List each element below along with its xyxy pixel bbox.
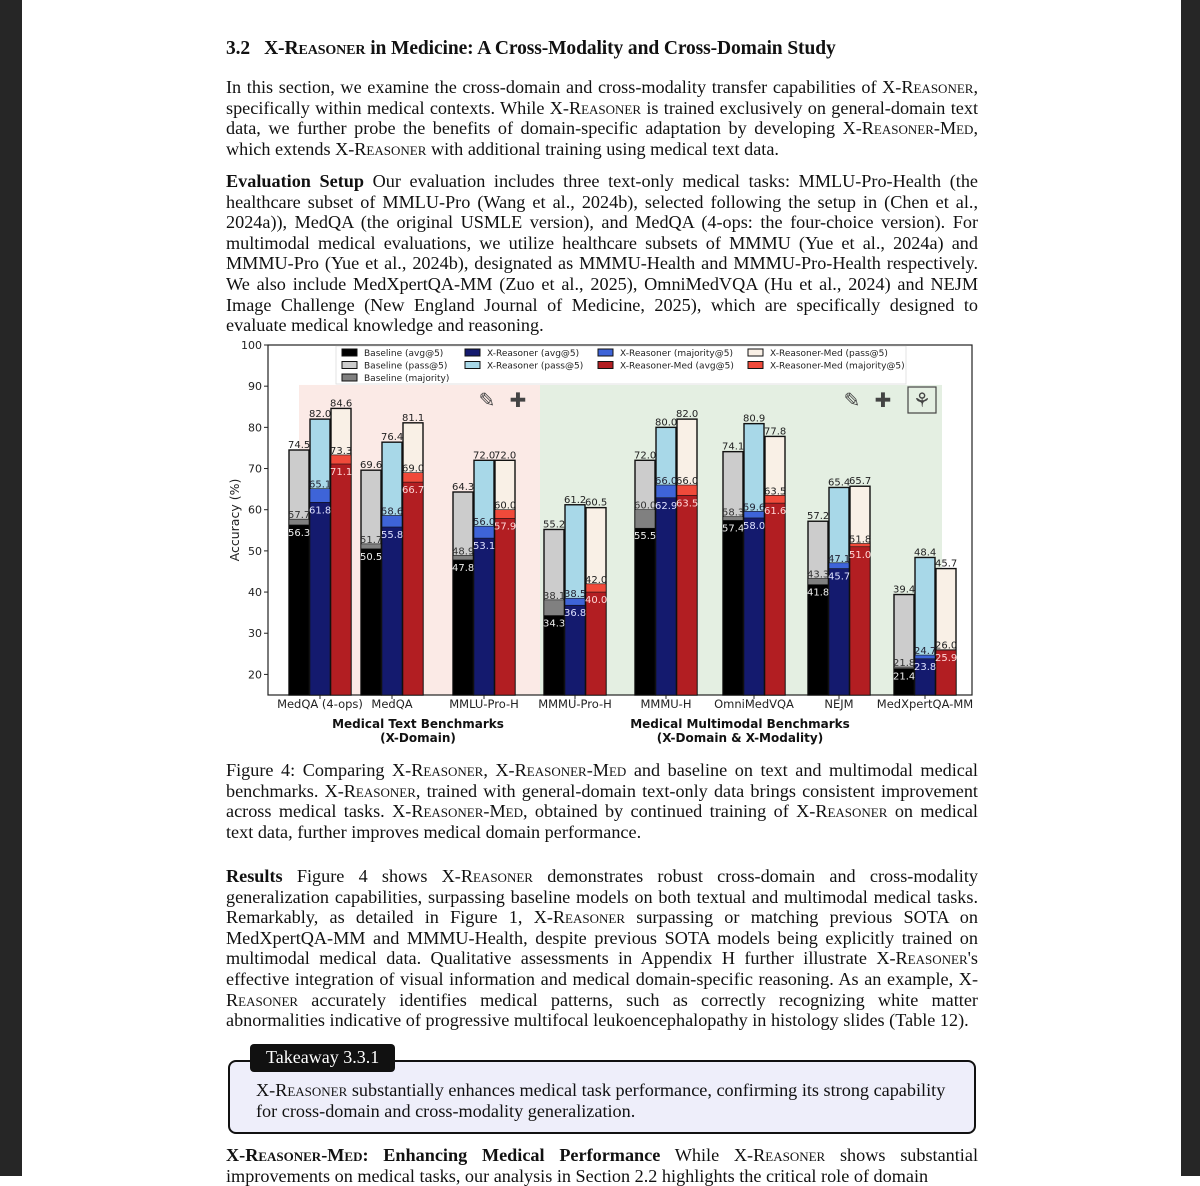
bar-label-avg: 50.5 (360, 551, 383, 563)
y-tick-label: 40 (248, 586, 262, 600)
legend-swatch (342, 362, 357, 369)
bar-label-majority: 66.0 (676, 476, 699, 487)
bar-label-pass: 65.4 (828, 477, 851, 489)
bar-label-majority: 60.0 (494, 500, 517, 512)
bar-label-avg: 71.1 (330, 467, 353, 478)
x-tick-label: NEJM (824, 697, 854, 711)
bar-label-pass: 57.2 (807, 511, 830, 523)
bar-avg (656, 498, 676, 695)
section-title-prefix: X- (264, 38, 285, 59)
chart-canvas (222, 338, 982, 748)
bar-label-avg: 45.7 (828, 571, 851, 583)
bar-label-avg: 21.4 (893, 671, 916, 683)
bar-label-avg: 47.8 (452, 562, 475, 574)
y-tick-label: 20 (248, 668, 262, 682)
y-tick-label: 90 (248, 380, 262, 394)
legend-swatch (598, 349, 613, 356)
bar-label-pass: 61.2 (564, 494, 587, 506)
bar-avg (331, 464, 351, 695)
viewer-left-margin (0, 0, 22, 1176)
bar-label-pass: 76.4 (381, 432, 404, 444)
group-label: Medical Text Benchmarks (332, 717, 504, 731)
legend-entry: Baseline (majority) (364, 374, 450, 384)
bar-label-pass: 80.9 (743, 413, 766, 425)
bar-label-majority: 51.7 (360, 534, 383, 546)
legend-swatch (465, 362, 480, 369)
bar-label-avg: 57.4 (722, 523, 745, 535)
bar-avg (403, 482, 423, 695)
results-heading: Results (226, 866, 283, 886)
legend-entry: X-Reasoner (pass@5) (487, 361, 584, 372)
bar-label-majority: 58.6 (381, 506, 404, 518)
bar-label-majority: 66.0 (655, 476, 678, 487)
bar-label-pass: 81.1 (402, 412, 425, 424)
legend-swatch (342, 374, 357, 381)
section-heading (226, 38, 836, 60)
bar-label-avg: 25.9 (935, 653, 958, 665)
viewer-scrollbar[interactable] (1181, 0, 1200, 1176)
y-tick-label: 50 (248, 544, 262, 558)
results-body: Figure 4 shows X-Reasoner demonstrates robust cross-domain and cross-modality generalization capabilities, surpassing baseline models on both textual and multimodal medical tasks. Remarkably, as detailed in Figure 1, X-Reasoner surpassing or matching previous SOTA on MedXpertQA-MM and MMMU-Health, despite previous SOTA models being explicitly trained on multimodal medical data. Qualitative assessments in Appendix H further illustrate X-Reasoner's effective integration of visual information and medical domain-specific reasoning. As an example, X-Reasoner accurately identifies medical patterns, such as correctly recognizing white matter abnormalities indicative of progressive multifocal leukoencephalopathy in histology slides (Table 12). (226, 866, 978, 1031)
section-title-rest: in Medicine: A Cross-Modality and Cross-Domain Study (365, 38, 836, 59)
bar-avg (310, 502, 330, 695)
medical-hands-icon: ✚ (874, 388, 892, 412)
evaluation-setup-paragraph (226, 171, 978, 336)
figure-4-bar-chart (222, 338, 982, 748)
results-paragraph (226, 866, 978, 1031)
bar-label-pass: 82.0 (676, 409, 699, 421)
bar-label-majority: 48.9 (452, 546, 475, 558)
bar-label-pass: 74.1 (722, 441, 745, 453)
bar-label-majority: 73.3 (330, 445, 353, 457)
bar-label-majority: 38.1 (543, 590, 566, 602)
bar-label-avg: 56.3 (288, 527, 311, 539)
bar-avg (361, 549, 381, 695)
legend-entry: X-Reasoner-Med (pass@5) (770, 349, 888, 359)
bar-avg (829, 569, 849, 695)
section-number: 3.2 (226, 38, 251, 59)
legend-swatch (598, 362, 613, 369)
bar-label-majority: 47.1 (828, 553, 851, 565)
bar-avg (850, 547, 870, 695)
x-tick-label: MedXpertQA-MM (876, 697, 974, 711)
bar-label-pass: 55.2 (543, 519, 566, 531)
bar-avg (586, 592, 606, 695)
y-tick-label: 70 (248, 462, 262, 476)
x-tick-label: OmniMedVQA (714, 697, 794, 711)
bar-label-pass: 64.3 (452, 482, 475, 493)
bar-avg (765, 503, 785, 695)
bar-label-avg: 41.8 (807, 587, 830, 599)
legend-entry: Baseline (pass@5) (364, 361, 448, 372)
legend-swatch (748, 362, 763, 369)
bar-avg (495, 518, 515, 695)
bar-label-pass: 72.0 (473, 450, 496, 462)
bar-label-pass: 82.0 (309, 409, 332, 421)
x-tick-label: MMMU-H (640, 697, 692, 711)
x-tick-label: MedQA (371, 697, 413, 711)
legend-entry: X-Reasoner (majority@5) (620, 349, 733, 359)
group-label: Medical Multimodal Benchmarks (630, 717, 850, 731)
bar-label-avg: 61.8 (309, 505, 332, 517)
bar-label-avg: 23.8 (914, 661, 937, 673)
bar-label-avg: 40.0 (585, 595, 608, 607)
bar-label-avg: 61.6 (764, 506, 787, 518)
section-title-smallcaps: Reasoner (284, 38, 366, 59)
bar-label-avg: 55.8 (381, 530, 404, 541)
bar-label-pass: 74.5 (288, 440, 311, 451)
bar-label-avg: 55.5 (634, 531, 657, 543)
bar-avg (382, 527, 402, 695)
bar-label-avg: 58.0 (743, 520, 766, 532)
y-tick-label: 80 (248, 421, 262, 435)
bar-label-pass: 65.7 (849, 476, 872, 488)
bar-label-majority: 21.8 (893, 658, 916, 669)
x-tick-label: MMLU-Pro-H (449, 697, 519, 711)
bar-label-avg: 36.8 (564, 608, 587, 620)
bar-avg (289, 525, 309, 695)
xreasoner-med-body: While X-Reasoner shows substantial improvements on medical tasks, our analysis in Section 2.2 highlights the critical role of domain (226, 1145, 978, 1186)
lungs-xray-icon: ⚘ (913, 388, 931, 412)
x-tick-label: MMMU-Pro-H (538, 697, 612, 711)
bar-label-avg: 66.7 (402, 485, 425, 497)
bar-label-pass: 72.0 (634, 450, 657, 462)
group-sublabel: (X-Domain & X-Modality) (656, 731, 824, 745)
takeaway-body: X-Reasoner substantially enhances medical task performance, confirming its strong capability for cross-domain and cross-modality generalization. (256, 1080, 946, 1121)
takeaway-box (228, 1047, 976, 1134)
bar-label-majority: 56.0 (473, 517, 496, 529)
evaluation-setup-body: Our evaluation includes three text-only medical tasks: MMLU-Pro-Health (the healthcare subset of MMLU-Pro (Wang et al., 2024b), selected following the setup in (Chen et al., 2024a)), MedQA (the original USMLE version), and MedQA (4-ops: the four-choice version). For multimodal medical evaluations, we utilize healthcare subsets of MMMU (Yue et al., 2024a) and MMMU-Pro (Yue et al., 2024b), designated as MMMU-Health and MMMU-Pro-Health respectively. We also include MedXpertQA-MM (Zuo et al., 2025), OmniMedVQA (Hu et al., 2024) and NEJM Image Challenge (New England Journal of Medicine, 2025), which are specifically designed to evaluate medical knowledge and reasoning. (226, 171, 978, 336)
bar-label-majority: 42.0 (585, 574, 608, 586)
bar-label-majority: 58.3 (722, 507, 745, 519)
bar-avg (635, 528, 655, 695)
bar-label-pass: 60.5 (585, 497, 608, 509)
legend-swatch (748, 349, 763, 356)
bar-label-majority: 60.0 (634, 500, 657, 512)
bar-label-majority: 65.1 (309, 479, 332, 491)
bar-label-majority: 26.0 (935, 640, 958, 652)
bar-label-avg: 53.1 (473, 541, 496, 553)
bar-label-majority: 57.7 (288, 510, 311, 522)
bar-label-majority: 38.5 (564, 589, 587, 601)
evaluation-setup-heading: Evaluation Setup (226, 171, 364, 191)
bar-avg (453, 560, 473, 695)
takeaway-title: Takeaway 3.3.1 (250, 1044, 395, 1072)
bar-label-majority: 63.5 (764, 486, 787, 498)
document-edit-icon: ✎ (843, 388, 861, 412)
bar-label-pass: 45.7 (935, 558, 958, 570)
x-tick-label: MedQA (4-ops) (277, 697, 363, 711)
bar-label-avg: 63.5 (676, 498, 699, 510)
bar-label-pass: 69.6 (360, 460, 383, 472)
legend-entry: X-Reasoner-Med (majority@5) (770, 361, 905, 372)
legend-entry: X-Reasoner (avg@5) (487, 349, 580, 359)
bar-label-pass: 39.4 (893, 584, 916, 596)
medical-hands-icon: ✚ (509, 388, 527, 412)
y-tick-label: 30 (248, 627, 262, 641)
bar-label-avg: 62.9 (655, 500, 678, 512)
bar-label-majority: 51.8 (849, 534, 872, 546)
xreasoner-med-paragraph (226, 1145, 978, 1186)
y-tick-label: 60 (248, 503, 262, 517)
bar-label-majority: 69.0 (402, 463, 425, 475)
bar-avg (723, 520, 743, 695)
bar-label-majority: 59.6 (743, 502, 766, 514)
bar-label-majority: 43.3 (807, 569, 830, 581)
xreasoner-med-heading: X-Reasoner-Med: Enhancing Medical Performance (226, 1145, 661, 1165)
legend-swatch (342, 349, 357, 356)
legend-entry: X-Reasoner-Med (avg@5) (620, 361, 734, 372)
bar-label-pass: 72.0 (494, 450, 517, 462)
bar-label-avg: 34.3 (543, 618, 566, 630)
y-axis-label: Accuracy (%) (227, 478, 242, 562)
figure-caption: Figure 4: Comparing X-Reasoner, X-Reasoner-Med and baseline on text and multimodal medical benchmarks. X-Reasoner, trained with general-domain text-only data brings consistent improvement across medical tasks. X-Reasoner-Med, obtained by continued training of X-Reasoner on medical text data, further improves medical domain performance. (226, 760, 978, 842)
bar-label-avg: 51.0 (849, 549, 872, 561)
bar-label-avg: 57.9 (494, 521, 517, 533)
bar-avg (677, 495, 697, 695)
legend-entry: Baseline (avg@5) (364, 349, 444, 359)
bar-label-pass: 80.0 (655, 417, 678, 429)
bar-label-pass: 77.8 (764, 426, 787, 438)
document-edit-icon: ✎ (478, 388, 496, 412)
bar-label-pass: 84.6 (330, 398, 353, 410)
y-tick-label: 100 (241, 339, 262, 352)
group-sublabel: (X-Domain) (380, 731, 456, 745)
bar-avg (808, 585, 828, 695)
legend-swatch (465, 349, 480, 356)
intro-paragraph: In this section, we examine the cross-domain and cross-modality transfer capabilities of X-Reasoner, specifically within medical contexts. While X-Reasoner is trained exclusively on general-domain text data, we further probe the benefits of domain-specific adaptation by developing X-Reasoner-Med, which extends X-Reasoner with additional training using medical text data. (226, 77, 978, 159)
bar-avg (744, 518, 764, 695)
bar-label-pass: 48.4 (914, 547, 937, 559)
bar-avg (474, 538, 494, 695)
bar-label-majority: 24.7 (914, 646, 937, 658)
